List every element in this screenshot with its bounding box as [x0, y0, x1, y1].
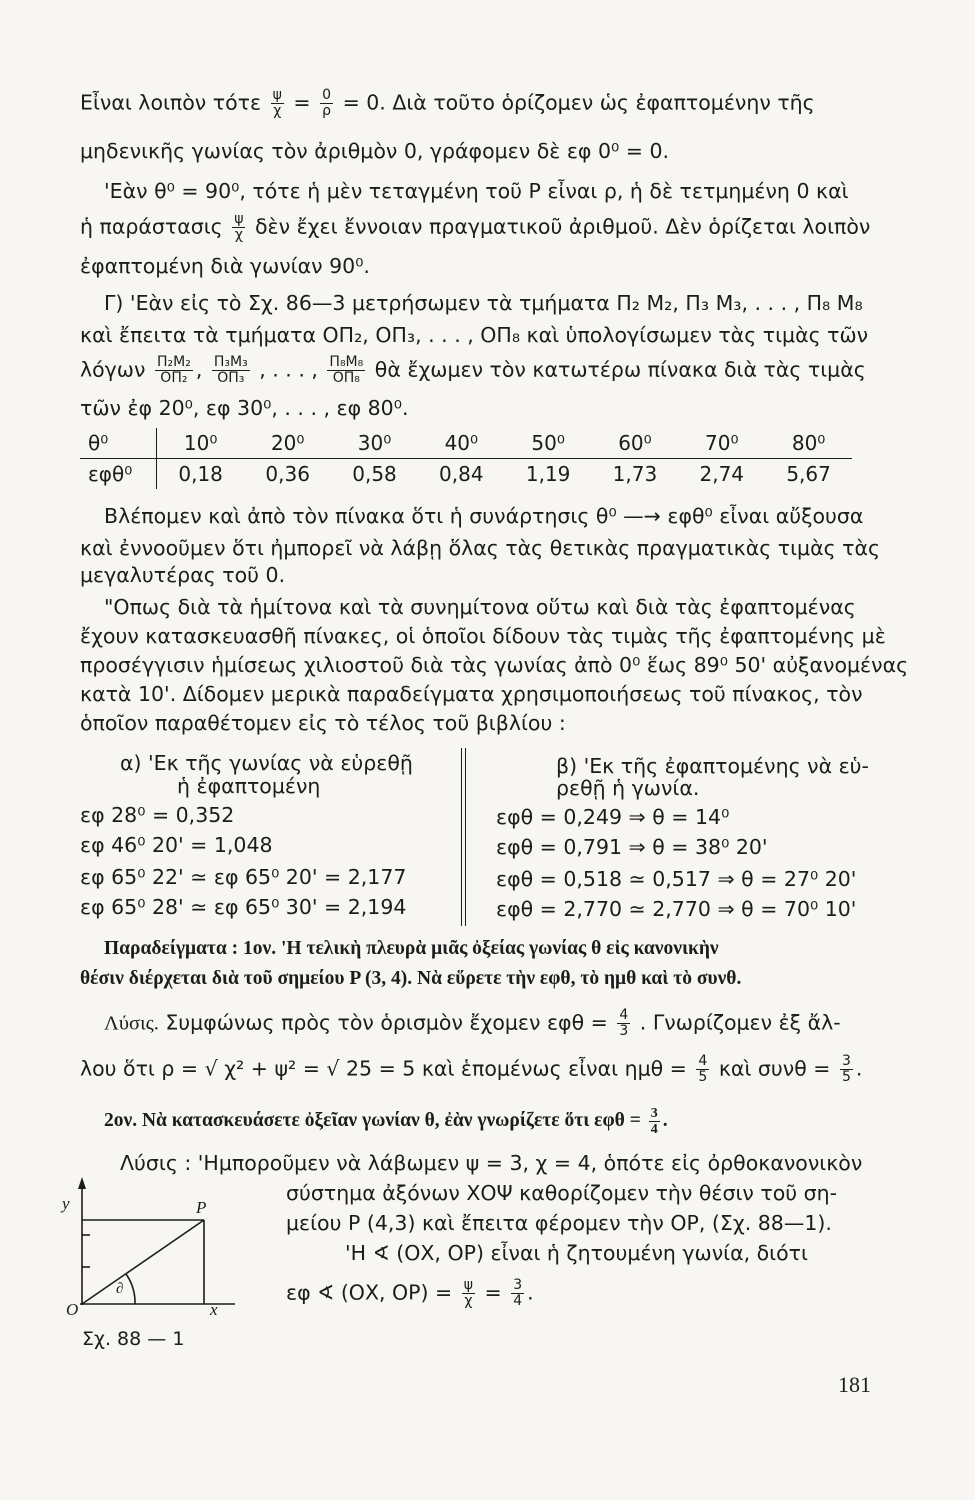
numerator: Π₂Μ₂ [156, 354, 191, 370]
text-fragment: λόγων [80, 357, 146, 382]
col-b-title-1: β) 'Εκ τῆς ἐφαπτομένης νὰ εὑ- [556, 754, 869, 778]
table-cell: 40⁰ [418, 428, 505, 459]
fraction-4-over-5 [696, 1054, 709, 1085]
table-cell: 80⁰ [765, 428, 852, 459]
table-header-theta: θ⁰ [80, 428, 157, 459]
example-1-line-1: Παραδείγματα : 1ον. 'Η τελικὴ πλευρὰ μιᾶς ὀξείας γωνίας θ εἰς κανονικὴν [104, 938, 719, 959]
text-fragment: ἡ παράστασις [80, 214, 223, 239]
example-2-line-1: Λύσις : 'Ημποροῦμεν νὰ λάβωμεν ψ = 3, χ = 4, ὁπότε εἰς ὀρθοκανονικὸν [120, 1151, 863, 1175]
numerator: ψ [234, 211, 244, 227]
intro-line-2: μηδενικῆς γωνίας τὸν ἀριθμὸν 0, γράφομεν δὲ εφ 0⁰ = 0. [80, 139, 670, 163]
numerator: Π₈Μ₈ [329, 354, 364, 370]
after-line-1: Βλέπομεν καὶ ἀπὸ τὸν πίνακα ὅτι ἡ συνάρτησις θ⁰ —→ εφθ⁰ εἶναι αὔξουσα [104, 504, 864, 528]
denominator: χ [234, 227, 243, 243]
numerator: 4 [698, 1053, 708, 1069]
example-2-line-5 [286, 1278, 534, 1309]
fraction-3-over-4-b [511, 1278, 524, 1309]
example-2-title [104, 1106, 668, 1137]
table-cell: 0,84 [439, 462, 484, 486]
example-2-line-2: σύστημα ἀξόνων ΧΟΨ καθορίζομεν τὴν θέσιν τοῦ ση- [286, 1181, 838, 1205]
numerator: 0 [322, 87, 332, 103]
angle-arc [126, 1274, 135, 1304]
after-line-8: ὁποῖον παραθέτομεν εἰς τὸ τέλος τοῦ βιβλίου : [80, 711, 566, 735]
denominator: ΟΠ₈ [332, 370, 360, 386]
table-cell: 0,58 [352, 462, 397, 486]
col-a-title-1: α) 'Εκ τῆς γωνίας νὰ εὑρεθῇ [120, 751, 413, 775]
fig-label-theta: ∂ [116, 1281, 124, 1297]
fraction-zero-over-rho [320, 88, 333, 119]
table-cell: 1,73 [612, 462, 658, 486]
tangent-table [80, 428, 852, 489]
example-1-line-2: θέσιν διέρχεται διὰ τοῦ σημείου Ρ (3, 4). Νὰ εὕρετε τὴν εφθ, τὸ ημθ καὶ τὸ συνθ. [80, 968, 742, 989]
text-fragment: Συμφώνως πρὸς τὸν ὁρισμὸν ἔχομεν εφθ = [165, 1010, 608, 1035]
text-fragment: καὶ συνθ = [718, 1056, 831, 1081]
equals-sign: = [484, 1280, 502, 1305]
intro-line-1 [80, 88, 815, 119]
after-line-2: καὶ ἐννοοῦμεν ὅτι ἠμπορεῖ νὰ λάβῃ ὅλας τὰς θετικὰς πραγματικὰς τιμὰς τὰς [80, 536, 881, 560]
table-cell: 50⁰ [505, 428, 592, 459]
partG-line-2: καὶ ἔπειτα τὰ τμήματα ΟΠ₂, ΟΠ₃, . . . , ΟΠ₈ καὶ ὑπολογίσωμεν τὰς τιμὰς τῶν [80, 323, 869, 347]
page-number: 181 [838, 1372, 871, 1397]
col-b-row: εφθ = 0,791 ⇒ θ = 38⁰ 20' [496, 835, 768, 859]
numerator: ψ [463, 1277, 473, 1293]
table-cell: 0,36 [265, 462, 310, 486]
fraction-p3m3 [212, 355, 250, 386]
text-fragment: λου ὅτι ρ = √ χ² + ψ² = √ 25 = 5 καὶ ἑπομένως εἶναι ημθ = [80, 1056, 687, 1081]
fraction-psi-over-x-3 [462, 1278, 475, 1309]
col-a-row: εφ 28⁰ = 0,352 [80, 803, 235, 827]
fig-label-p: P [196, 1198, 207, 1217]
figure-caption: Σχ. 88 — 1 [82, 1328, 185, 1350]
denominator: 5 [841, 1069, 851, 1085]
example-1-solution [104, 1008, 841, 1039]
partG-line-1: Γ) 'Εὰν εἰς τὸ Σχ. 86—3 μετρήσωμεν τὰ τμήματα Π₂ Μ₂, Π₃ Μ₃, . . . , Π₈ Μ₈ [104, 291, 863, 315]
table-row-angles [80, 428, 852, 459]
text-fragment: δὲν ἔχει ἔννοιαν πραγματικοῦ ἀριθμοῦ. Δὲν ὁρίζεται λοιπὸν [255, 214, 871, 239]
numerator: 4 [619, 1007, 629, 1023]
equals-sign: = [293, 90, 311, 115]
partG-line-3: λόγων $\frac{\text{Π₂Μ₂}}{\text{ΟΠ₂}}$ , $\frac{\text{Π₃Μ₃}}{\text{ΟΠ₃}}$ , . . . , $\frac{\text{Π₈Μ₈}}{\text{ΟΠ₈}}$ θὰ ἔχωμεν τὸν κατωτέρω πίνακα διὰ τὰς τιμὰς [80, 354, 866, 386]
fraction-psi-over-x [271, 88, 284, 119]
fig-label-o: O [66, 1300, 79, 1315]
period: . [527, 1280, 534, 1305]
numerator: Π₃Μ₃ [213, 354, 248, 370]
text-fragment: θὰ ἔχωμεν τὸν κατωτέρω πίνακα διὰ τὰς τιμὰς [374, 357, 866, 382]
fraction-3-over-4 [649, 1106, 660, 1137]
table-cell: 10⁰ [157, 428, 245, 459]
table-row-values [80, 459, 852, 490]
after-line-6: προσέγγισιν ἡμίσεως χιλιοστοῦ διὰ τὰς γωνίας ἀπὸ 0⁰ ἕως 89⁰ 50' αὐξανομένας [80, 653, 909, 677]
col-a-row: εφ 46⁰ 20' = 1,048 [80, 833, 273, 857]
col-a-row: εφ 65⁰ 22' ≃ εφ 65⁰ 20' = 2,177 [80, 865, 407, 889]
table-cell: 60⁰ [592, 428, 679, 459]
text-fragment: . Γνωρίζομεν ἐξ ἄλ- [639, 1010, 841, 1035]
solution-label: Λύσις. [104, 1012, 159, 1035]
fig-label-x: x [210, 1300, 218, 1315]
after-line-4: "Οπως διὰ τὰ ἡμίτονα καὶ τὰ συνημίτονα οὕτω καὶ διὰ τὰς ἐφαπτομένας [104, 595, 856, 619]
intro-line-3: 'Εὰν θ⁰ = 90⁰, τότε ἡ μὲν τεταγμένη τοῦ Ρ εἶναι ρ, ἡ δὲ τετμημένη 0 καὶ [104, 179, 849, 203]
denominator: ρ [322, 103, 332, 119]
table-cell: 70⁰ [678, 428, 765, 459]
denominator: ΟΠ₃ [217, 370, 245, 386]
table-cell: 2,74 [699, 462, 745, 486]
fraction-3-over-5 [840, 1054, 853, 1085]
denominator: ΟΠ₂ [160, 370, 188, 386]
text-fragment: εφ ∢ (ΟΧ, ΟΡ) = [286, 1280, 453, 1305]
denominator: 3 [619, 1023, 629, 1039]
after-line-3: μεγαλυτέρας τοῦ 0. [80, 563, 286, 587]
after-line-5: ἔχουν κατασκευασθῆ πίνακες, οἱ ὁποῖοι δίδουν τὰς τιμὰς τῆς ἐφαπτομένης μὲ [80, 624, 886, 648]
table-cell: 30⁰ [331, 428, 418, 459]
col-a-row: εφ 65⁰ 28' ≃ εφ 65⁰ 30' = 2,194 [80, 895, 407, 919]
example-2-line-4: 'Η ∢ (ΟΧ, ΟΡ) εἶναι ἡ ζητουμένη γωνία, διότι [345, 1241, 808, 1265]
table-cell: 1,19 [525, 462, 571, 486]
table-cell: 5,67 [786, 462, 831, 486]
denominator: χ [273, 103, 282, 119]
example-2-line-3: μείου Ρ (4,3) καὶ ἔπειτα φέρομεν τὴν ΟΡ, (Σχ. 88—1). [286, 1211, 832, 1235]
numerator: 3 [513, 1277, 523, 1293]
text-fragment: Εἶναι λοιπὸν τότε [80, 90, 262, 115]
fraction-4-over-3 [617, 1008, 630, 1039]
numerator: 3 [650, 1106, 658, 1121]
y-axis-arrow-icon [78, 1177, 86, 1189]
ray-op [82, 1220, 204, 1304]
text-fragment: = 0. Διὰ τοῦτο ὁρίζομεν ὡς ἐφαπτομένην τῆς [342, 90, 815, 115]
denominator: 4 [650, 1122, 658, 1137]
intro-line-5: ἐφαπτομένη διὰ γωνίαν 90⁰. [80, 254, 370, 278]
numerator: ψ [272, 87, 282, 103]
numerator: 3 [841, 1053, 851, 1069]
col-a-title-2: ἡ ἐφαπτομένη [177, 774, 321, 798]
fig-label-y: y [62, 1194, 70, 1213]
table-cell: 0,18 [178, 462, 223, 486]
denominator: 5 [698, 1069, 708, 1085]
col-b-row: εφθ = 0,518 ≃ 0,517 ⇒ θ = 27⁰ 20' [496, 867, 857, 891]
partG-line-4: τῶν ἐφ 20⁰, εφ 30⁰, . . . , εφ 80⁰. [80, 396, 409, 420]
col-b-row: εφθ = 0,249 ⇒ θ = 14⁰ [496, 805, 730, 829]
example-1-line-4 [80, 1054, 862, 1085]
fraction-psi-over-x-2 [232, 212, 245, 243]
fraction-p2m2 [155, 355, 193, 386]
ellipsis: , . . . , [259, 357, 318, 382]
after-line-7: κατὰ 10'. Δίδομεν μερικὰ παραδείγματα χρησιμοποιήσεως τοῦ πίνακος, τὸν [80, 682, 863, 706]
period: . [855, 1056, 863, 1081]
period: . [662, 1109, 668, 1131]
col-b-title-2: ρεθῇ ἡ γωνία. [556, 776, 700, 800]
table-header-tan: εφθ⁰ [80, 459, 157, 490]
denominator: χ [464, 1293, 473, 1309]
intro-line-4 [80, 212, 870, 243]
figure-88-1 [50, 1175, 250, 1315]
text-fragment: 2ον. Νὰ κατασκευάσετε ὀξεῖαν γωνίαν θ, ἐὰν γνωρίζετε ὅτι εφθ = [104, 1109, 641, 1131]
fraction-p8m8 [327, 355, 365, 386]
col-b-row: εφθ = 2,770 ≃ 2,770 ⇒ θ = 70⁰ 10' [496, 897, 857, 921]
denominator: 4 [513, 1293, 523, 1309]
table-cell: 20⁰ [244, 428, 331, 459]
column-divider [461, 748, 466, 926]
